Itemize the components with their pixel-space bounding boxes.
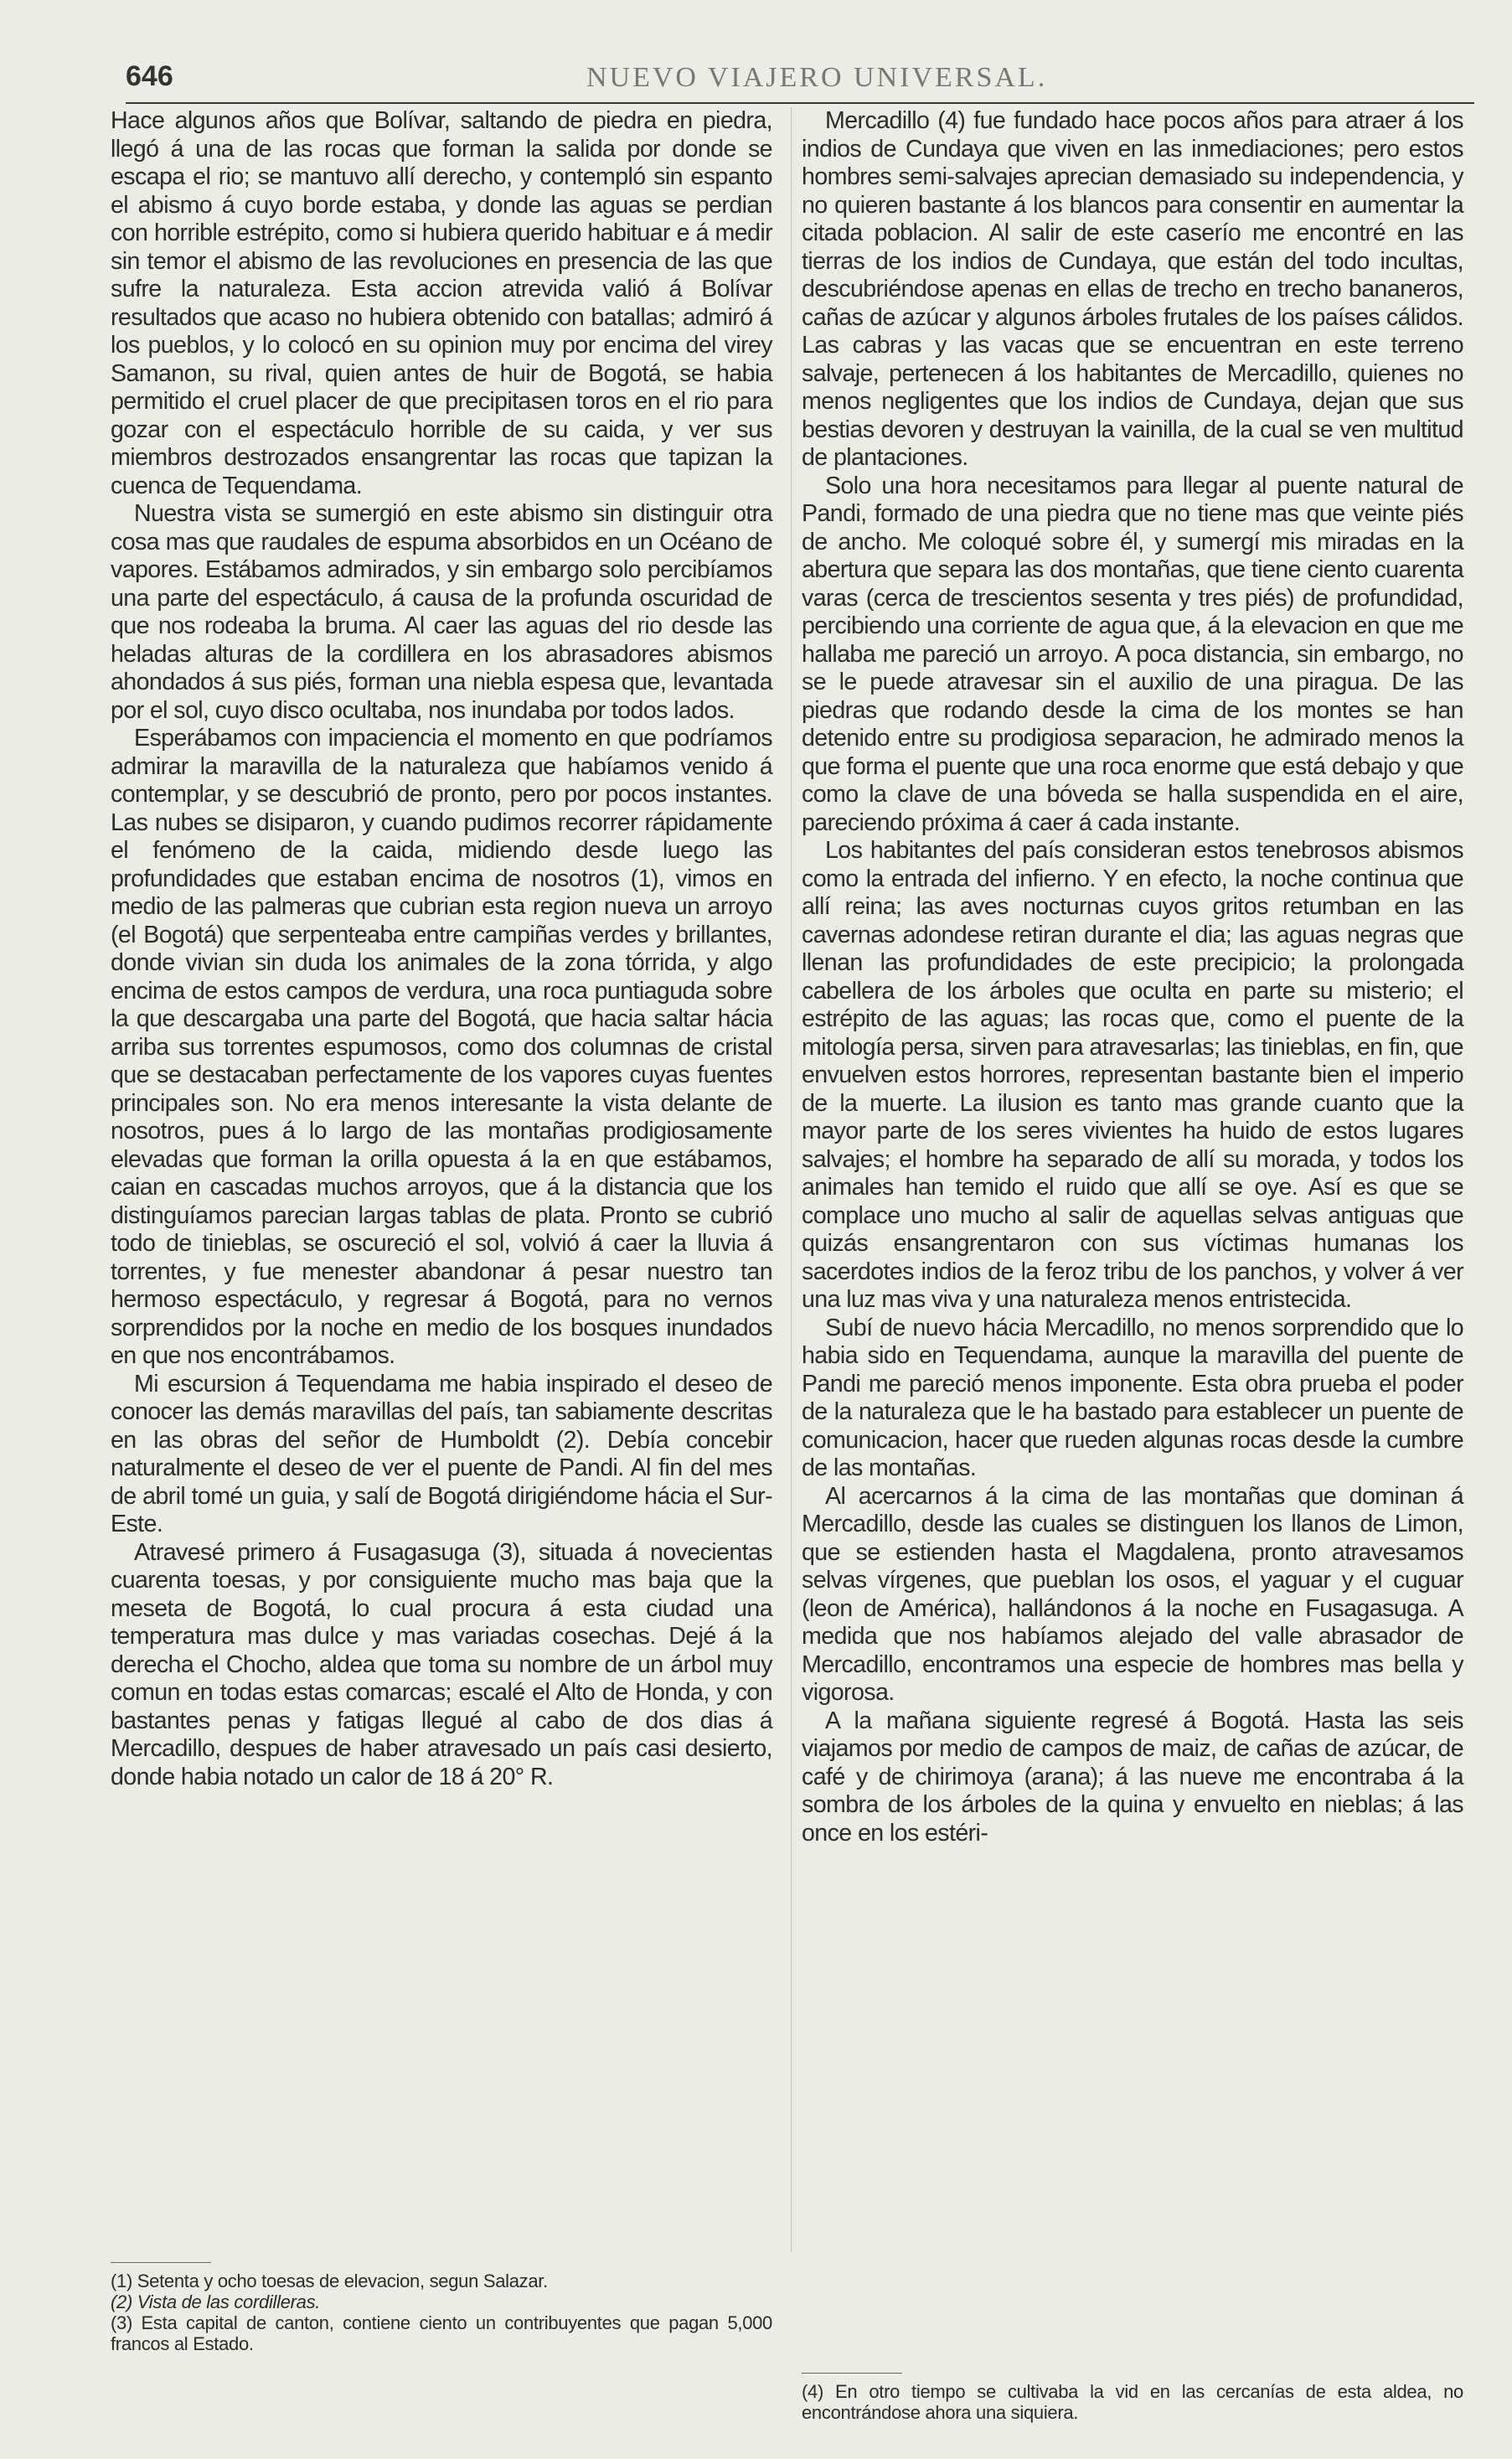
right-column xyxy=(802,107,1463,1847)
paragraph: Atravesé primero á Fusagasuga (3), situada á novecientas cuarenta toesas, y por consiguiente mucho mas baja que la meseta de Bogotá, lo cual procura á esta ciudad una temperatura mas dulce y mas variadas cosechas. Dejé á la derecha el Chocho, aldea que toma su nombre de un árbol muy comun en todas estas comarcas; escalé el Alto de Honda, y con bastantes penas y fatigas llegué al cabo de dos dias á Mercadillo, despues de haber atravesado un país casi desierto, donde habia notado un calor de 18 á 20° R. xyxy=(111,1538,772,1790)
footnote-rule xyxy=(111,2262,211,2263)
footnotes-left xyxy=(111,2270,772,2354)
paragraph: Hace algunos años que Bolívar, saltando de piedra en piedra, llegó á una de las rocas que forman la salida por donde se escapa el rio; se mantuvo allí derecho, y contempló sin espanto el abismo á cuyo borde estaba, y donde las aguas se perdian con horrible estrépito, como si hubiera querido habituar e á medir sin temor el abismo de las revoluciones en presencia de las que sufre la naturaleza. Esta accion atrevida valió á Bolívar resultados que acaso no hubiera obtenido con batallas; admiró á los pueblos, y lo colocó en su opinion muy por encima del virey Samanon, su rival, quien antes de huir de Bogotá, se habia permitido el cruel placer de que precipitasen toros en el rio para gozar con el espectáculo horrible de su caida, y ver sus miembros destrozados ensangrentar las rocas que tapizan la cuenca de Tequendama. xyxy=(111,107,772,499)
paragraph: Esperábamos con impaciencia el momento en que podríamos admirar la maravilla de la naturaleza que habíamos venido á contemplar, y se descubrió de pronto, pero por pocos instantes. Las nubes se disiparon, y cuando pudimos recorrer rápidamente el fenómeno de la caida, midiendo desde luego las profundidades que estaban encima de nosotros (1), vimos en medio de las palmeras que cubrian esta region nueva un arroyo (el Bogotá) que serpenteaba entre campiñas verdes y brillantes, donde vivian sin duda los animales de la zona tórrida, y algo encima de estos campos de verdura, una roca puntiaguda sobre la que descargaba una parte del Bogotá, que hacia saltar hácia arriba sus torrentes espumosos, como dos columnas de cristal que se destacaban perfectamente de los vapores cuyas fuentes principales son. No era menos interesante la vista delante de nosotros, pues á lo largo de las montañas prodigiosamente elevadas que forman la orilla opuesta á la en que estábamos, caian en cascadas muchos arroyos, que á la distancia que los distinguíamos parecian largas tablas de plata. Pronto se cubrió todo de tinieblas, se oscureció el sol, volvió á caer la lluvia á torrentes, y fue menester abandonar á pesar nuestro tan hermoso espectáculo, y regresar á Bogotá, para no vernos sorprendidos por la noche en medio de los bosques inundados en que nos encontrábamos. xyxy=(111,725,772,1369)
paragraph: Solo una hora necesitamos para llegar al puente natural de Pandi, formado de una piedra que no tiene mas que veinte piés de ancho. Me coloqué sobre él, y sumergí mis miradas en la abertura que separa las dos montañas, que tiene ciento cuarenta varas (cerca de trescientos sesenta y tres piés) de profundidad, percibiendo una corriente de agua que, á la elevacion en que me hallaba me pareció un arroyo. A poca distancia, sin embargo, no se le puede atravesar sin el auxilio de una piragua. De las piedras que rodando desde la cima de los montes se han detenido entre su prodigiosa separacion, he admirado menos la que forma el puente que una roca enorme que está debajo y que como la clave de una bóveda se halla suspendida en el aire, pareciendo próxima á caer á cada instante. xyxy=(802,472,1463,836)
footnote: (1) Setenta y ocho toesas de elevacion, segun Salazar. xyxy=(111,2270,548,2291)
page-number: 646 xyxy=(126,60,173,92)
paragraph: Mercadillo (4) fue fundado hace pocos años para atraer á los indios de Cundaya que viven en las inmediaciones; pero estos hombres semi-salvajes aprecian demasiado su independencia, y no quieren bastante á los blancos para consentir en aumentar la citada poblacion. Al salir de este caserío me encontré en las tierras de los indios de Cundaya, que están del todo incultas, descubriéndose apenas en ellas de trecho en trecho bananeros, cañas de azúcar y algunos árboles frutales de los países cálidos. Las cabras y las vacas que se encuentran en este terreno salvaje, pertenecen á los habitantes de Mercadillo, quienes no menos negligentes que los indios de Cundaya, dejan que sus bestias devoren y destruyan la vainilla, de la cual se ven multitud de plantaciones. xyxy=(802,107,1463,471)
footnotes-right xyxy=(802,2381,1463,2423)
paragraph: Nuestra vista se sumergió en este abismo sin distinguir otra cosa mas que raudales de espuma absorbidos en un Océano de vapores. Estábamos admirados, y sin embargo solo percibíamos una parte del espectáculo, á causa de la profunda oscuridad de que nos rodeaba la bruma. Al caer las aguas del rio desde las heladas alturas de la cordillera en los abrasadores abismos ahondados á sus piés, forman una niebla espesa que, levantada por el sol, cuyo disco ocultaba, nos inundaba por todos lados. xyxy=(111,500,772,724)
paragraph: Al acercarnos á la cima de las montañas que dominan á Mercadillo, desde las cuales se distinguen los llanos de Limon, que se estienden hasta el Magdalena, pronto atravesamos selvas vírgenes, que pueblan los osos, el yaguar y el cuguar (leon de América), hallándonos á la noche en Fusagasuga. A medida que nos habíamos alejado del valle abrasador de Mercadillo, encontramos una especie de hombres mas bella y vigorosa. xyxy=(802,1482,1463,1706)
running-title: NUEVO VIAJERO UNIVERSAL. xyxy=(586,62,1048,93)
footnote-rule xyxy=(802,2373,902,2374)
footnote: (3) Esta capital de canton, contiene ciento un contribuyentes que pagan 5,000 francos al Estado. xyxy=(111,2312,772,2354)
paragraph: Subí de nuevo hácia Mercadillo, no menos sorprendido que lo habia sido en Tequendama, aunque la maravilla del puente de Pandi me pareció menos imponente. Esta obra prueba el poder de la naturaleza que le ha bastado para establecer un puente de comunicacion, hacer que rueden algunas rocas desde la cumbre de las montañas. xyxy=(802,1314,1463,1481)
column-divider xyxy=(791,107,792,2252)
footnote: (4) En otro tiempo se cultivaba la vid en las cercanías de esta aldea, no encontrándose ahora una siquiera. xyxy=(802,2381,1463,2423)
left-column xyxy=(111,107,772,1791)
paragraph: Los habitantes del país consideran estos tenebrosos abismos como la entrada del infierno. Y en efecto, la noche continua que allí reina; las aves nocturnas cuyos gritos retumban en las cavernas adondese retiran durante el dia; las aguas negras que llenan las profundidades de este precipicio; la prolongada cabellera de los árboles que oculta en parte su misterio; el estrépito de las aguas; las rocas que, como el puente de la mitología persa, sirven para atravesarlas; las tinieblas, en fin, que envuelven estos horrores, representan bastante bien el imperio de la muerte. La ilusion es tanto mas grande cuanto que la mayor parte de los seres vivientes ha huido de estos lugares salvajes; el hombre ha separado de allí su morada, y todos los animales han temido el ruido que allí se oye. Así es que se complace uno mucho al salir de aquellas selvas antiguas que quizás ensangrentaron con sus víctimas humanas los sacerdotes indios de la feroz tribu de los panchos, y volver á ver una luz mas viva y una naturaleza menos entristecida. xyxy=(802,837,1463,1313)
page-header xyxy=(126,60,1474,104)
paragraph: A la mañana siguiente regresé á Bogotá. Hasta las seis viajamos por medio de campos de maiz, de cañas de azúcar, de café y de chirimoya (arana); á las nueve me encontraba á la sombra de los árboles de la quina y envuelto en nieblas; á las once en los estéri- xyxy=(802,1707,1463,1847)
footnote: (2) Vista de las cordilleras. xyxy=(111,2291,321,2312)
paragraph: Mi escursion á Tequendama me habia inspirado el deseo de conocer las demás maravillas del país, tan sabiamente descritas en las obras del señor de Humboldt (2). Debía concebir naturalmente el deseo de ver el puente de Pandi. Al fin del mes de abril tomé un guia, y salí de Bogotá dirigiéndome hácia el Sur-Este. xyxy=(111,1370,772,1537)
